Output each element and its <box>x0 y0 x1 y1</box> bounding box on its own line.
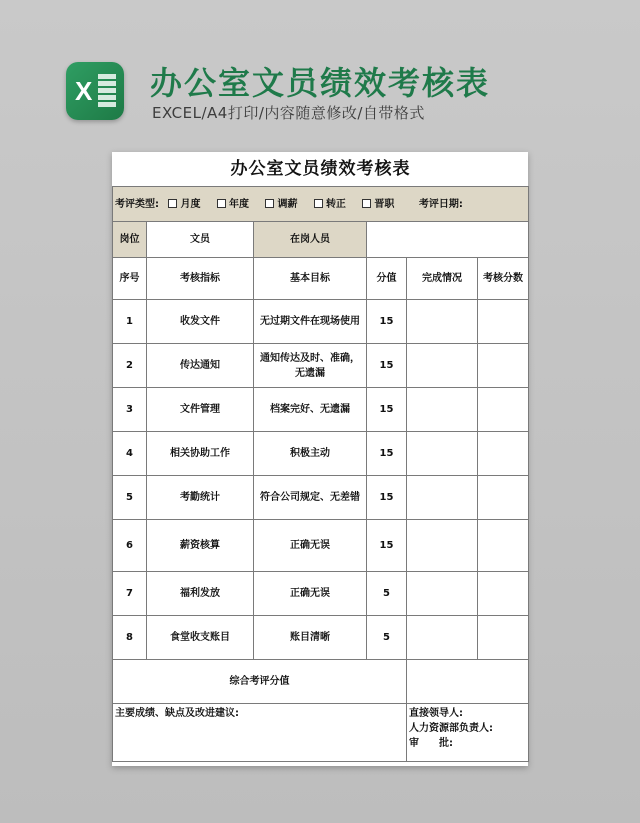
position-label: 岗位 <box>113 222 147 258</box>
assessed-score-cell[interactable] <box>478 344 529 388</box>
comments-cell[interactable] <box>113 704 407 762</box>
table-row <box>113 388 529 432</box>
position-value[interactable]: 文员 <box>147 222 254 258</box>
row-indicator: 薪资核算 <box>147 520 254 572</box>
row-number: 7 <box>113 572 147 616</box>
assessed-score-cell[interactable] <box>478 432 529 476</box>
table-row <box>113 300 529 344</box>
row-score: 15 <box>367 432 407 476</box>
incumbent-label: 在岗人员 <box>254 222 367 258</box>
row-target: 通知传达及时、准确，无遗漏 <box>254 344 367 388</box>
row-number: 2 <box>113 344 147 388</box>
signature-cell[interactable] <box>407 704 529 762</box>
row-indicator: 传达通知 <box>147 344 254 388</box>
completion-cell[interactable] <box>407 572 478 616</box>
completion-cell[interactable] <box>407 520 478 572</box>
column-header: 基本目标 <box>254 258 367 300</box>
row-number: 8 <box>113 616 147 660</box>
eval-type-row <box>113 187 529 222</box>
completion-cell[interactable] <box>407 616 478 660</box>
column-header: 完成情况 <box>407 258 478 300</box>
table-row <box>113 572 529 616</box>
column-header: 考核分数 <box>478 258 529 300</box>
table-row <box>113 616 529 660</box>
table-row <box>113 520 529 572</box>
row-target: 符合公司规定、无差错 <box>254 476 367 520</box>
regularization-checkbox[interactable] <box>314 199 323 208</box>
assessed-score-cell[interactable] <box>478 300 529 344</box>
row-indicator: 相关协助工作 <box>147 432 254 476</box>
monthly-checkbox[interactable] <box>168 199 177 208</box>
promotion-checkbox[interactable] <box>362 199 371 208</box>
row-score: 15 <box>367 520 407 572</box>
row-number: 1 <box>113 300 147 344</box>
yearly-checkbox[interactable] <box>217 199 226 208</box>
assessed-score-cell[interactable] <box>478 616 529 660</box>
row-score: 15 <box>367 300 407 344</box>
row-number: 6 <box>113 520 147 572</box>
assessed-score-cell[interactable] <box>478 388 529 432</box>
eval-option-label: 月度 <box>180 198 201 210</box>
eval-type-label: 考评类型: <box>115 198 159 210</box>
hr-head-label: 人力资源部负责人: <box>409 723 493 734</box>
row-score: 15 <box>367 344 407 388</box>
completion-cell[interactable] <box>407 476 478 520</box>
row-score: 15 <box>367 388 407 432</box>
column-header: 考核指标 <box>147 258 254 300</box>
row-number: 5 <box>113 476 147 520</box>
row-indicator: 食堂收支账目 <box>147 616 254 660</box>
completion-cell[interactable] <box>407 432 478 476</box>
table-header-row <box>113 258 529 300</box>
row-number: 3 <box>113 388 147 432</box>
total-score-cell[interactable] <box>407 660 529 704</box>
row-score: 15 <box>367 476 407 520</box>
row-indicator: 考勤统计 <box>147 476 254 520</box>
completion-cell[interactable] <box>407 300 478 344</box>
eval-date-label: 考评日期: <box>418 198 463 210</box>
total-score-label: 综合考评分值 <box>113 660 407 704</box>
assessed-score-cell[interactable] <box>478 520 529 572</box>
row-target: 无过期文件在现场使用 <box>254 300 367 344</box>
evaluation-table <box>112 152 529 762</box>
completion-cell[interactable] <box>407 344 478 388</box>
sheet-title: 办公室文员绩效考核表 <box>113 152 529 187</box>
row-score: 5 <box>367 616 407 660</box>
evaluation-sheet <box>112 152 528 766</box>
page-subtitle: EXCEL/A4打印/内容随意修改/自带格式 <box>152 104 425 122</box>
eval-option-label: 调薪 <box>277 198 298 210</box>
row-score: 5 <box>367 572 407 616</box>
direct-leader-label: 直接领导人: <box>409 708 463 719</box>
excel-icon: X <box>66 62 124 120</box>
row-target: 积极主动 <box>254 432 367 476</box>
column-header: 分值 <box>367 258 407 300</box>
row-indicator: 文件管理 <box>147 388 254 432</box>
assessed-score-cell[interactable] <box>478 476 529 520</box>
assessed-score-cell[interactable] <box>478 572 529 616</box>
table-row <box>113 476 529 520</box>
table-row <box>113 344 529 388</box>
eval-option-label: 年度 <box>228 198 249 210</box>
salary-adjust-checkbox[interactable] <box>265 199 274 208</box>
incumbent-value[interactable] <box>367 222 529 258</box>
row-target: 账目清晰 <box>254 616 367 660</box>
page-title: 办公室文员绩效考核表 <box>150 64 491 102</box>
completion-cell[interactable] <box>407 388 478 432</box>
row-target: 档案完好、无遗漏 <box>254 388 367 432</box>
approval-label: 审 批: <box>409 738 453 749</box>
row-indicator: 福利发放 <box>147 572 254 616</box>
page-header <box>0 0 640 140</box>
row-target: 正确无误 <box>254 572 367 616</box>
row-number: 4 <box>113 432 147 476</box>
comments-label: 主要成绩、缺点及改进建议: <box>115 708 239 719</box>
column-header: 序号 <box>113 258 147 300</box>
table-row <box>113 432 529 476</box>
eval-option-label: 转正 <box>325 198 346 210</box>
row-target: 正确无误 <box>254 520 367 572</box>
row-indicator: 收发文件 <box>147 300 254 344</box>
eval-option-label: 晋职 <box>374 198 395 210</box>
